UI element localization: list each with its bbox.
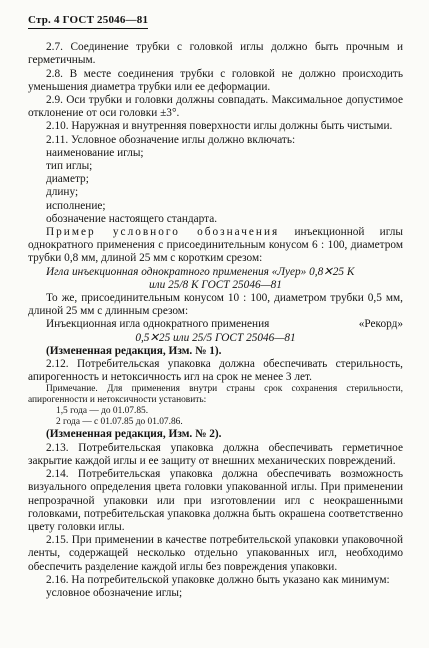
paragraph-2-9: 2.9. Оси трубки и головки должны совпадать. Максимальное допустимое отклонение от оси головки ±3°. [28,94,403,120]
list-item: обозначение настоящего стандарта. [46,212,218,225]
list-item: длину; [46,186,79,199]
paragraph-2-10: 2.10. Наружная и внутренняя поверхности иглы должны быть чистыми. [46,120,393,133]
paragraph-2-14: 2.14. Потребительская упаковка должна обеспечивать возможность визуального определения цвета головки упакованной иглы. При применении непрозрачной упаковки или при изготовлении игл с неокрашенными головками, потребительская упаковка должна быть окрашена соответственно цвету головки иглы. [28,468,403,533]
page-header: Стр. 4 ГОСТ 25046—81 [28,14,148,29]
list-item: исполнение; [46,199,106,212]
paragraph-2-13: 2.13. Потребительская упаковка должна обеспечивать герметичное закрытие каждой иглы и ее защиту от внешних механических повреждений. [28,441,403,467]
paragraph-last: условное обозначение иглы; [46,586,183,599]
paragraph-2-12: 2.12. Потребительская упаковка должна обеспечивать стерильность, апирогенность и нетоксичность игл на срок не менее 3 лет. [28,358,403,384]
example-1-text: инъекционной иглы однократного применения с присоединительным конусом 6 : 100, диаметром трубки 0,8 мм, длиной 25 мм с коротким срезом: [28,226,403,265]
list-item: диаметр; [46,173,89,186]
example-1-designation-line-1: Игла инъекционная однократного применения «Луер» 0,8✕25 К [46,265,355,278]
edition-note-2: (Измененная редакция, Изм. № 2). [46,428,222,441]
paragraph-2-8: 2.8. В месте соединения трубки с головкой не должно происходить уменьшения диаметра трубки или ее деформации. [28,67,403,93]
paragraph-2-15: 2.15. При применении в качестве потребительской упаковки упаковочной ленты, содержащей несколько отдельно упакованных игл, необходимо обеспечить разделение каждой иглы без повреждения упаковки. [28,534,403,573]
example-2-designation-row [28,318,403,331]
paragraph-2-16: 2.16. На потребительской упаковке должно быть указано как минимум: [46,573,390,586]
note-item-2: 2 года — с 01.07.85 до 01.07.86. [56,417,183,428]
paragraph-2-7: 2.7. Соединение трубки с головкой иглы должно быть прочным и герметичным. [28,41,403,67]
example-1 [28,226,403,266]
example-2-text: То же, присоединительным конусом 10 : 100, диаметром трубки 0,5 мм, длиной 25 мм с длинным срезом: [28,292,403,318]
edition-note-1: (Измененная редакция, Изм. № 1). [46,344,222,357]
note-text: Примечание. Для применения внутри страны срок сохранения стерильности, апирогенности и нетоксичности установить: [28,384,403,406]
example-2-designation: 0,5✕25 или 25/5 ГОСТ 25046—81 [135,331,296,344]
designation-list [28,147,403,226]
paragraph-2-11: 2.11. Условное обозначение иглы должно включать: [46,133,296,146]
list-item: наименование иглы; [46,146,144,159]
note-item-1: 1,5 года — до 01.07.85. [56,406,149,417]
example-1-designation-line-2: или 25/8 К ГОСТ 25046—81 [149,278,282,291]
example-2-right: «Рекорд» [358,318,403,331]
example-lead: Пример условного обозначения [46,226,280,239]
example-2-left: Инъекционная игла однократного применения [46,318,270,331]
list-item: тип иглы; [46,160,93,173]
